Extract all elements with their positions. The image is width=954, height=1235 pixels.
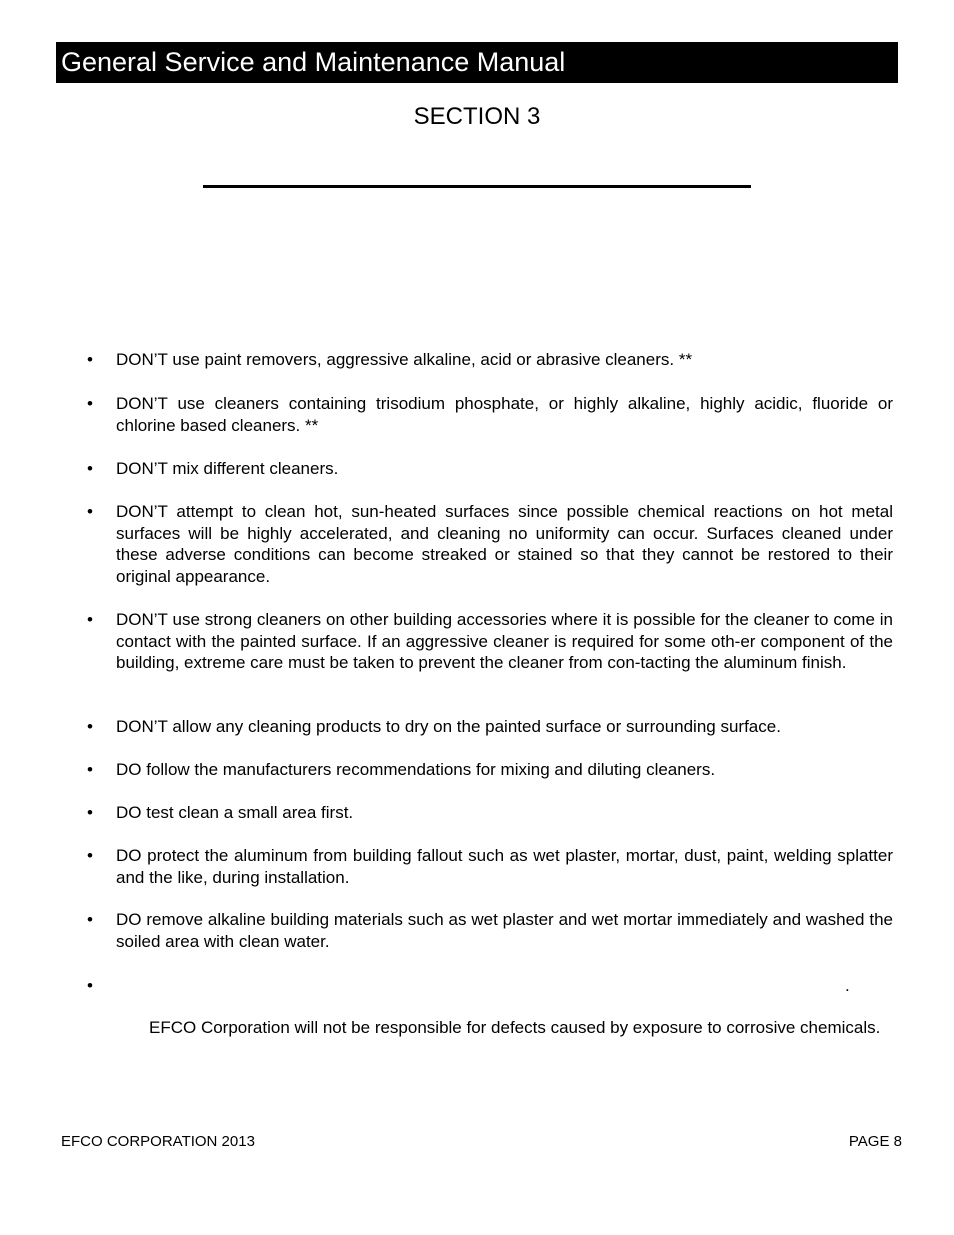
bullet-icon: • <box>87 459 93 478</box>
list-item-text: DON’T allow any cleaning products to dry on the painted surface or surrounding surface. <box>116 717 781 736</box>
list-item-text: DO follow the manufacturers recommendations for mixing and diluting cleaners. <box>116 760 716 779</box>
bullet-icon: • <box>87 394 93 413</box>
bullet-icon: • <box>87 976 93 995</box>
bullet-icon: • <box>87 350 93 369</box>
header-bar <box>56 42 898 83</box>
bullet-icon: • <box>87 610 93 629</box>
page-number: PAGE 8 <box>848 1133 902 1150</box>
list-item-text: DON’T use cleaners containing trisodium phosphate, or highly alkaline, highly acidic, fluoride or chlorine based cleaners. ** <box>116 394 893 435</box>
list-item-text: DO protect the aluminum from building fallout such as wet plaster, mortar, dust, paint, welding splatter and the like, during installation. <box>116 846 893 887</box>
bullet-icon: • <box>87 846 93 865</box>
section-divider <box>203 185 751 188</box>
bullet-icon: • <box>87 717 93 736</box>
section-title: SECTION 3 <box>413 103 541 130</box>
bullet-icon: • <box>87 910 93 929</box>
disclaimer-paragraph: EFCO Corporation will not be responsible for defects caused by exposure to corrosive chemicals. <box>149 1018 881 1037</box>
list-item-text: DON’T mix different cleaners. <box>116 459 339 478</box>
list-item-text: DON’T attempt to clean hot, sun-heated surfaces since possible chemical reactions on hot metal surfaces will be highly accelerated, and cleaning no uniformity can occur. Surfaces cleaned under these adverse conditions can become streaked or stained so that they cannot be restored to their original appearance. <box>116 502 893 586</box>
bullet-icon: • <box>87 760 93 779</box>
footer-company: EFCO CORPORATION 2013 <box>61 1133 255 1150</box>
list-item-text: DON’T use paint removers, aggressive alkaline, acid or abrasive cleaners. ** <box>116 350 693 369</box>
trailing-period: . <box>845 976 850 995</box>
bullet-icon: • <box>87 803 93 822</box>
list-item-text: DO remove alkaline building materials such as wet plaster and wet mortar immediately and washed the soiled area with clean water. <box>116 910 893 951</box>
list-item-text: DO test clean a small area first. <box>116 803 354 822</box>
list-item-text: DON’T use strong cleaners on other building accessories where it is possible for the cleaner to come in contact with the painted surface. If an aggressive cleaner is required for some oth-er component of the building, extreme care must be taken to prevent the cleaner from con-tacting the aluminum finish. <box>116 610 893 672</box>
bullet-icon: • <box>87 502 93 521</box>
document-title: General Service and Maintenance Manual <box>61 47 566 77</box>
